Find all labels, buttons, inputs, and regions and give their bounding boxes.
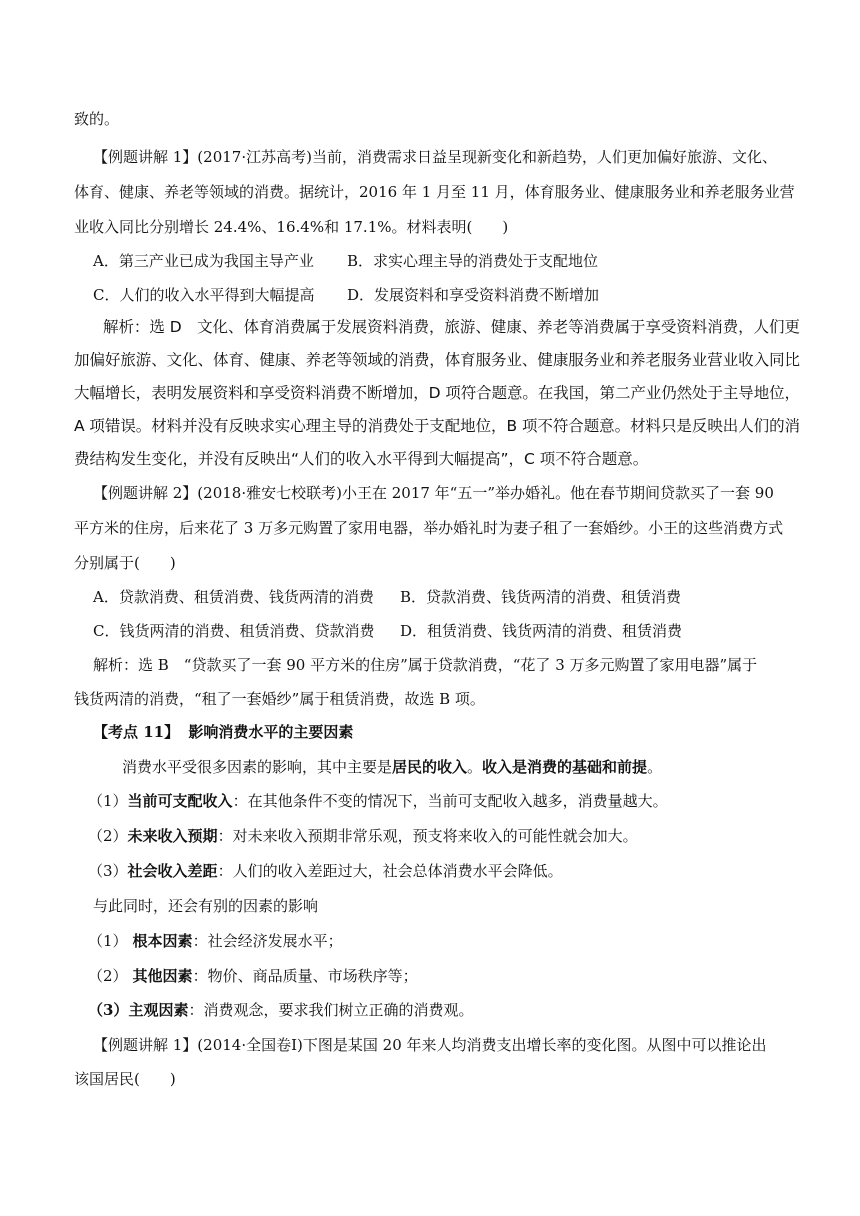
intro-punct: 。: [467, 758, 483, 776]
example-2-option-a: A．贷款消费、租赁消费、钱货两清的消费: [93, 588, 374, 606]
example-1-answer-line-5: 费结构发生变化，并没有反映出“人们的收入水平得到大幅提高”，C 项不符合题意。: [74, 450, 649, 468]
factor-2: [88, 826, 638, 846]
section-heading: [93, 722, 353, 742]
factor-2-number: （2）: [88, 827, 128, 845]
other-factor-1-text: ：社会经济发展水平；: [192, 932, 343, 950]
intro-key-basis: 收入是消费的基础和前提: [482, 758, 648, 776]
intro-text: 消费水平受很多因素的影响，其中主要是: [122, 758, 393, 776]
example-2-answer-line-1: 解析：选 B “贷款买了一套 90 平方米的住房”属于贷款消费，“花了 3 万多元购置了家用电器”属于: [93, 656, 758, 674]
example-3-line-1: 【例题讲解 1】(2014·全国卷Ⅰ)下图是某国 20 年来人均消费支出增长率的变化图。从图中可以推论出: [93, 1036, 767, 1054]
section-intro: [122, 757, 662, 777]
paragraph-tail: 致的。: [74, 110, 120, 128]
other-factor-1-number: （1）: [88, 932, 128, 950]
example-1-option-a: A．第三产业已成为我国主导产业: [93, 252, 314, 270]
example-2-option-b: B．贷款消费、钱货两清的消费、租赁消费: [400, 588, 682, 606]
intro-punct-end: 。: [647, 758, 663, 776]
intro-key-income: 居民的收入: [392, 758, 468, 776]
other-factor-3-number: （3）: [88, 1001, 129, 1019]
example-1-option-c: C．人们的收入水平得到大幅提高: [93, 286, 315, 304]
example-2-answer-line-2: 钱货两清的消费，“租了一套婚纱”属于租赁消费，故选 B 项。: [74, 690, 485, 708]
other-factor-1-key: 根本因素: [132, 932, 193, 950]
other-factor-2-number: （2）: [88, 967, 128, 985]
other-factor-2: [88, 966, 418, 986]
other-factor-2-key: 其他因素: [132, 967, 193, 985]
example-1-answer-line-4: A 项错误。材料并没有反映求实心理主导的消费处于支配地位，B 项不符合题意。材料只是反映出人们的消: [74, 417, 800, 435]
example-2-line-1: 【例题讲解 2】(2018·雅安七校联考)小王在 2017 年“五一”举办婚礼。他在春节期间贷款买了一套 90: [93, 484, 774, 502]
example-2-line-3: 分别属于( ): [74, 554, 176, 572]
factor-3-text: ：人们的收入差距过大，社会总体消费水平会降低。: [217, 862, 563, 880]
other-factor-3-text: ：消费观念，要求我们树立正确的消费观。: [188, 1001, 474, 1019]
other-factor-3: [88, 1000, 473, 1020]
factor-3-number: （3）: [88, 862, 128, 880]
factor-3-key: 社会收入差距: [127, 862, 218, 880]
factor-1-number: （1）: [88, 792, 128, 810]
factor-2-key: 未来收入预期: [127, 827, 218, 845]
other-factor-2-text: ：物价、商品质量、市场秩序等；: [192, 967, 418, 985]
factor-1-text: ：在其他条件不变的情况下，当前可支配收入越多，消费量越大。: [232, 792, 668, 810]
example-2-line-2: 平方米的住房，后来花了 3 万多元购置了家用电器，举办婚礼时为妻子租了一套婚纱。小王的这些消费方式: [74, 519, 784, 537]
factor-1: [88, 791, 668, 811]
example-1-answer-line-1: 解析：选 D 文化、体育消费属于发展资料消费，旅游、健康、养老等消费属于享受资料消费，人们更: [103, 318, 800, 336]
factor-3: [88, 861, 563, 881]
section-tag: 【考点 11】: [93, 723, 180, 741]
example-1-option-d: D．发展资料和享受资料消费不断增加: [347, 286, 600, 304]
example-1-line-2: 体育、健康、养老等领域的消费。据统计，2016 年 1 月至 11 月，体育服务业、健康服务业和养老服务业营: [74, 183, 795, 201]
example-2-option-d: D．租赁消费、钱货两清的消费、租赁消费: [400, 622, 683, 640]
factor-1-key: 当前可支配收入: [127, 792, 233, 810]
other-factors-intro: 与此同时，还会有别的因素的影响: [93, 897, 319, 915]
example-1-line-1: 【例题讲解 1】(2017·江苏高考)当前，消费需求日益呈现新变化和新趋势，人们更加偏好旅游、文化、: [93, 148, 777, 166]
example-1-line-3: 业收入同比分别增长 24.4%、16.4%和 17.1%。材料表明( ): [74, 218, 509, 236]
other-factor-3-key: 主观因素: [128, 1001, 189, 1019]
example-1-answer-line-3: 大幅增长，表明发展资料和享受资料消费不断增加，D 项符合题意。在我国，第二产业仍然处于主导地位，: [74, 384, 800, 402]
example-2-option-c: C．钱货两清的消费、租赁消费、贷款消费: [93, 622, 375, 640]
example-1-answer-line-2: 加偏好旅游、文化、体育、健康、养老等领域的消费，体育服务业、健康服务业和养老服务业营业收入同比: [74, 351, 800, 369]
other-factor-1: [88, 931, 343, 951]
example-1-option-b: B．求实心理主导的消费处于支配地位: [347, 252, 599, 270]
example-3-line-2: 该国居民( ): [74, 1070, 176, 1088]
factor-2-text: ：对未来收入预期非常乐观，预支将来收入的可能性就会加大。: [217, 827, 638, 845]
section-title: 影响消费水平的主要因素: [188, 723, 354, 741]
